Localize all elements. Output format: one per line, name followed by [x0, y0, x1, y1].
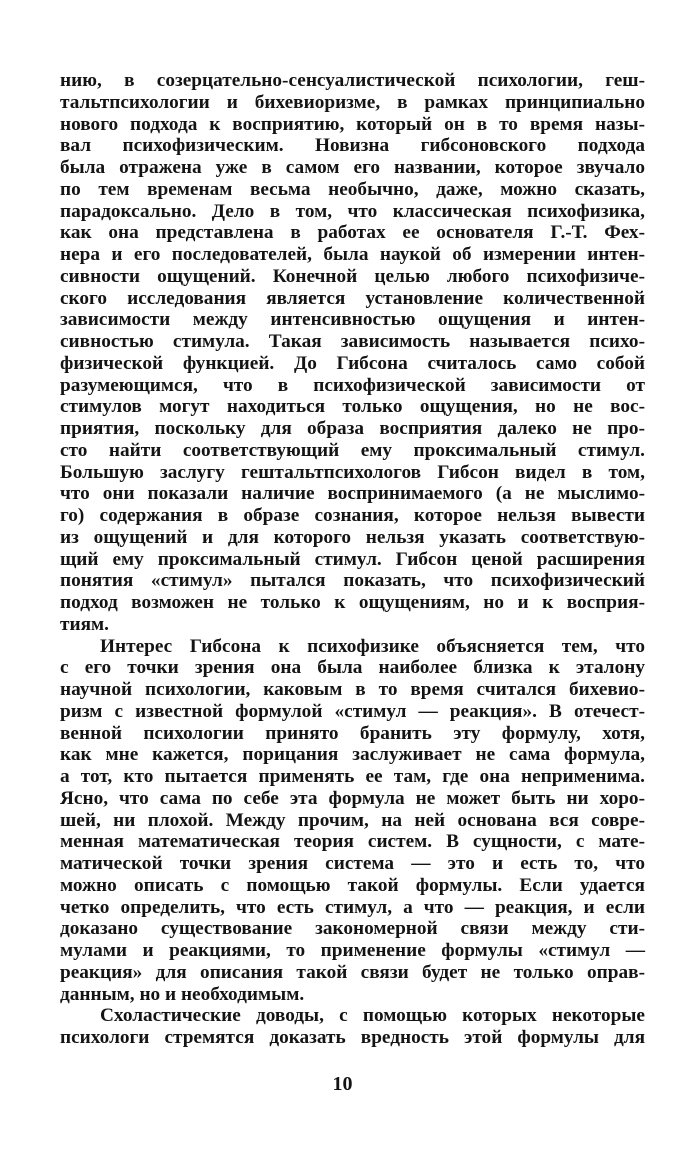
text-line: шей, ни плохой. Между прочим, на ней основана вся совре-: [60, 809, 645, 831]
text-line: по тем временам весьма необычно, даже, можно сказать,: [60, 178, 645, 200]
paragraph: [60, 70, 645, 636]
text-line: сивности ощущений. Конечной целью любого психофизиче-: [60, 265, 645, 287]
text-line: сто найти соответствующий ему проксимальный стимул.: [60, 439, 645, 461]
text-line: с его точки зрения она была наиболее близка к эталону: [60, 657, 645, 679]
text-line: Интерес Гибсона к психофизике объясняется тем, что: [100, 635, 645, 657]
text-line: реакция» для описания такой связи будет не только оправ-: [60, 961, 645, 983]
text-line: Схоластические доводы, с помощью которых некоторые: [100, 1005, 645, 1027]
text-line: тиям.: [60, 613, 109, 635]
paragraph: [60, 636, 645, 1006]
text-line: нию, в созерцательно-сенсуалистической психологии, геш-: [60, 70, 645, 91]
text-line: разумеющимся, что в психофизической зависимости от: [60, 374, 645, 396]
text-line: была отражена уже в самом его названии, которое звучало: [60, 157, 645, 178]
text-line: нера и его последователей, была наукой об измерении интен-: [60, 244, 645, 265]
text-line: сивностью стимула. Такая зависимость называется психо-: [60, 331, 645, 352]
page-number: 10: [332, 1073, 353, 1095]
text-line: Ясно, что сама по себе эта формула не может быть ни хоро-: [60, 787, 645, 809]
text-line: го) содержания в образе сознания, которое нельзя вывести: [60, 505, 645, 526]
text-line: физической функцией. До Гибсона считалось само собой: [60, 352, 645, 374]
text-line: научной психологии, каковым в то время считался бихевио-: [60, 679, 645, 700]
text-line: приятия, поскольку для образа восприятия далеко не про-: [60, 418, 645, 439]
text-line: матической точки зрения система — это и есть то, что: [60, 853, 645, 874]
text-line: зависимости между интенсивностью ощущения и интен-: [60, 309, 645, 331]
text-line: психологи стремятся доказать вредность этой формулы для: [60, 1027, 645, 1048]
text-line: доказано существование закономерной связи между сти-: [60, 918, 645, 940]
text-line: четко определить, что есть стимул, а что — реакция, и если: [60, 896, 645, 918]
text-line: что они показали наличие воспринимаемого (а не мыслимо-: [60, 483, 645, 505]
text-line: ризм с известной формулой «стимул — реакция». В отечест-: [60, 700, 645, 722]
text-line: щий ему проксимальный стимул. Гибсон ценой расширения: [60, 548, 645, 570]
text-line: из ощущений и для которого нельзя указать соответствую-: [60, 526, 645, 548]
text-line: а тот, кто пытается применять ее там, где она неприменима.: [60, 766, 645, 787]
text-line: мулами и реакциями, то применение формулы «стимул —: [60, 940, 645, 961]
text-line: вал психофизическим. Новизна гибсоновского подхода: [60, 135, 645, 157]
text-line: Большую заслугу гештальтпсихологов Гибсон видел в том,: [60, 461, 645, 483]
text-line: венной психологии принято бранить эту формулу, хотя,: [60, 722, 645, 744]
text-line: парадоксально. Дело в том, что классическая психофизика,: [60, 200, 645, 222]
text-line: тальтпсихологии и бихевиоризме, в рамках принципиально: [60, 91, 645, 113]
paragraph: [60, 1005, 645, 1049]
text-line: понятия «стимул» пытался показать, что психофизический: [60, 570, 645, 592]
text-line: менная математическая теория систем. В сущности, с мате-: [60, 831, 645, 853]
text-line: подход возможен не только к ощущениям, но и к восприя-: [60, 592, 645, 613]
page-body: [60, 70, 645, 1049]
text-line: стимулов могут находиться только ощущения, но не вос-: [60, 396, 645, 418]
text-line: нового подхода к восприятию, который он в то время назы-: [60, 113, 645, 135]
text-line: как мне кажется, порицания заслуживает не сама формула,: [60, 744, 645, 766]
text-line: ского исследования является установление количественной: [60, 287, 645, 309]
text-line: как она представлена в работах ее основателя Г.-Т. Фех-: [60, 222, 645, 244]
text-line: можно описать с помощью такой формулы. Если удается: [60, 874, 645, 896]
text-line: данным, но и необходимым.: [60, 983, 305, 1005]
